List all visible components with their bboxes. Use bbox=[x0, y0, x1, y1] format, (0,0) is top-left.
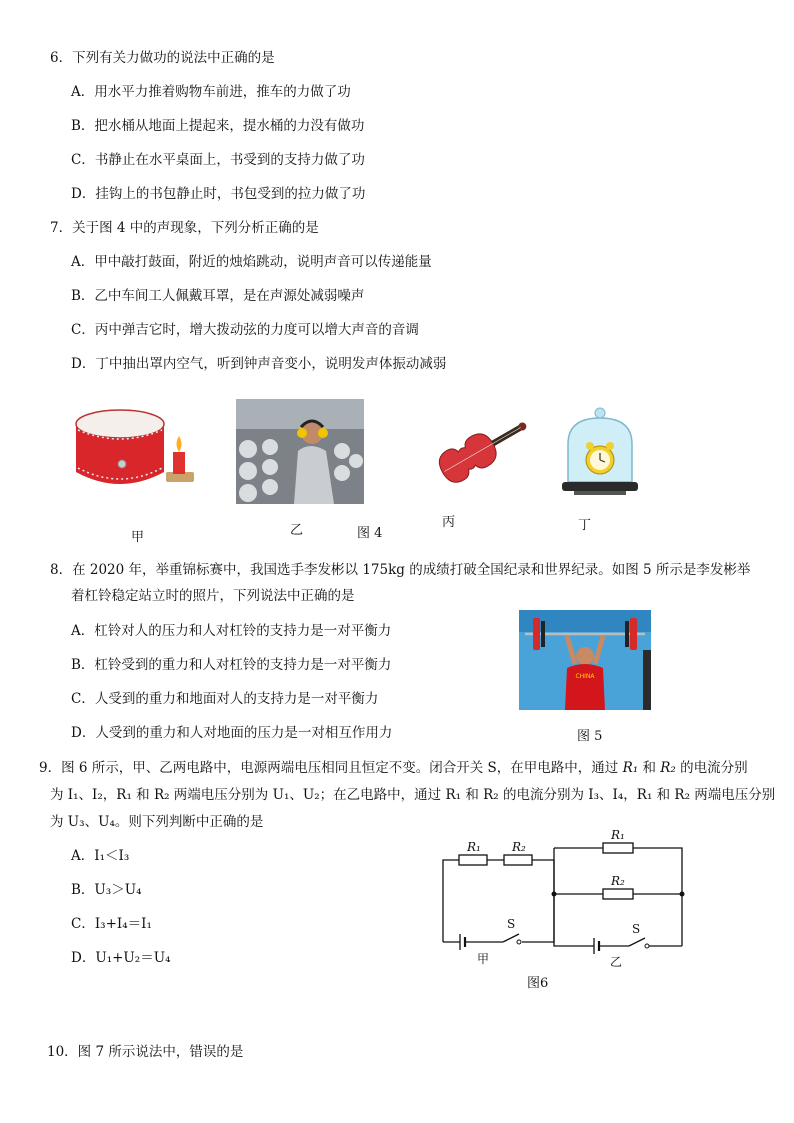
q8-option-b: B．杠铃受到的重力和人对杠铃的支持力是一对平衡力 bbox=[71, 657, 392, 673]
q7-stem: 7．关于图 4 中的声现象，下列分析正确的是 bbox=[50, 220, 319, 236]
circuit-label-jia: 甲 bbox=[477, 952, 490, 966]
right-switch-label: S bbox=[632, 922, 641, 936]
q9-stem-line2: 为 I₁、I₂，R₁ 和 R₂ 两端电压分别为 U₁、U₂；在乙电路中，通过 R₁ 和 R₂ 的电流分别为 I₃、I₄，R₁ 和 R₂ 两端电压分别 bbox=[50, 787, 776, 803]
left-r1-label: R₁ bbox=[467, 840, 481, 854]
q9-option-a: A．I₁＜I₃ bbox=[71, 848, 130, 864]
q9-r2: R₂ bbox=[660, 760, 676, 776]
q6-stem: 6．下列有关力做功的说法中正确的是 bbox=[50, 50, 275, 66]
figure-5-caption: 图 5 bbox=[577, 729, 603, 744]
right-r2-label: R₂ bbox=[611, 874, 625, 888]
q9-stem-part: 9．图 6 所示，甲、乙两电路中，电源两端电压相同且恒定不变。闭合开关 S，在甲电路中，通过 bbox=[39, 760, 623, 776]
figure-4-caption: 图 4 bbox=[357, 526, 383, 541]
drum-and-candle-image bbox=[70, 400, 205, 495]
label-ding: 丁 bbox=[578, 518, 592, 533]
bell-jar-clock-image bbox=[560, 404, 640, 496]
q7-option-c: C．丙中弹吉它时，增大拨动弦的力度可以增大声音的音调 bbox=[71, 322, 419, 338]
weightlifter-photo bbox=[519, 610, 651, 710]
circuit-diagram bbox=[415, 820, 695, 995]
left-r2-label: R₂ bbox=[512, 840, 526, 854]
q8-stem-line2: 着杠铃稳定站立时的照片，下列说法中正确的是 bbox=[71, 588, 355, 604]
q9-option-b: B．U₃＞U₄ bbox=[71, 882, 142, 898]
q9-option-c: C．I₃+I₄＝I₁ bbox=[71, 916, 152, 932]
factory-worker-image bbox=[236, 399, 364, 504]
q9-option-d: D．U₁+U₂＝U₄ bbox=[71, 950, 171, 966]
label-jia: 甲 bbox=[131, 530, 145, 545]
q6-option-a: A．用水平力推着购物车前进，推车的力做了功 bbox=[71, 84, 351, 100]
shirt-text: CHINA bbox=[575, 673, 595, 680]
q9-stem-line1 bbox=[39, 759, 748, 777]
circuit-label-yi: 乙 bbox=[610, 955, 623, 969]
q9-stem-line3: 为 U₃、U₄。则下列判断中正确的是 bbox=[50, 814, 264, 830]
q9-stem-part: 的电流分别 bbox=[675, 760, 748, 776]
label-yi: 乙 bbox=[290, 523, 304, 538]
violin-image bbox=[418, 400, 533, 495]
q6-option-d: D．挂钩上的书包静止时，书包受到的拉力做了功 bbox=[71, 186, 366, 202]
left-switch-label: S bbox=[507, 917, 516, 931]
right-r1-label: R₁ bbox=[611, 828, 625, 842]
q9-stem-part: 和 bbox=[638, 760, 661, 776]
q8-option-d: D．人受到的重力和人对地面的压力是一对相互作用力 bbox=[71, 725, 393, 741]
q10-stem: 10．图 7 所示说法中，错误的是 bbox=[47, 1044, 244, 1060]
figure-6-caption: 图6 bbox=[527, 976, 549, 991]
label-bing: 丙 bbox=[442, 515, 456, 530]
q6-option-b: B．把水桶从地面上提起来，提水桶的力没有做功 bbox=[71, 118, 365, 134]
q8-option-a: A．杠铃对人的压力和人对杠铃的支持力是一对平衡力 bbox=[71, 623, 392, 639]
q8-stem-line1: 8．在 2020 年，举重锦标赛中，我国选手李发彬以 175kg 的成绩打破全国纪录和世界纪录。如图 5 所示是李发彬举 bbox=[50, 562, 751, 578]
q7-option-a: A．甲中敲打鼓面，附近的烛焰跳动，说明声音可以传递能量 bbox=[71, 254, 432, 270]
q9-r1: R₁ bbox=[622, 760, 639, 776]
q8-option-c: C．人受到的重力和地面对人的支持力是一对平衡力 bbox=[71, 691, 379, 707]
q7-option-d: D．丁中抽出罩内空气，听到钟声音变小，说明发声体振动减弱 bbox=[71, 356, 447, 372]
q7-option-b: B．乙中车间工人佩戴耳罩，是在声源处减弱噪声 bbox=[71, 288, 365, 304]
q6-option-c: C．书静止在水平桌面上，书受到的支持力做了功 bbox=[71, 152, 365, 168]
